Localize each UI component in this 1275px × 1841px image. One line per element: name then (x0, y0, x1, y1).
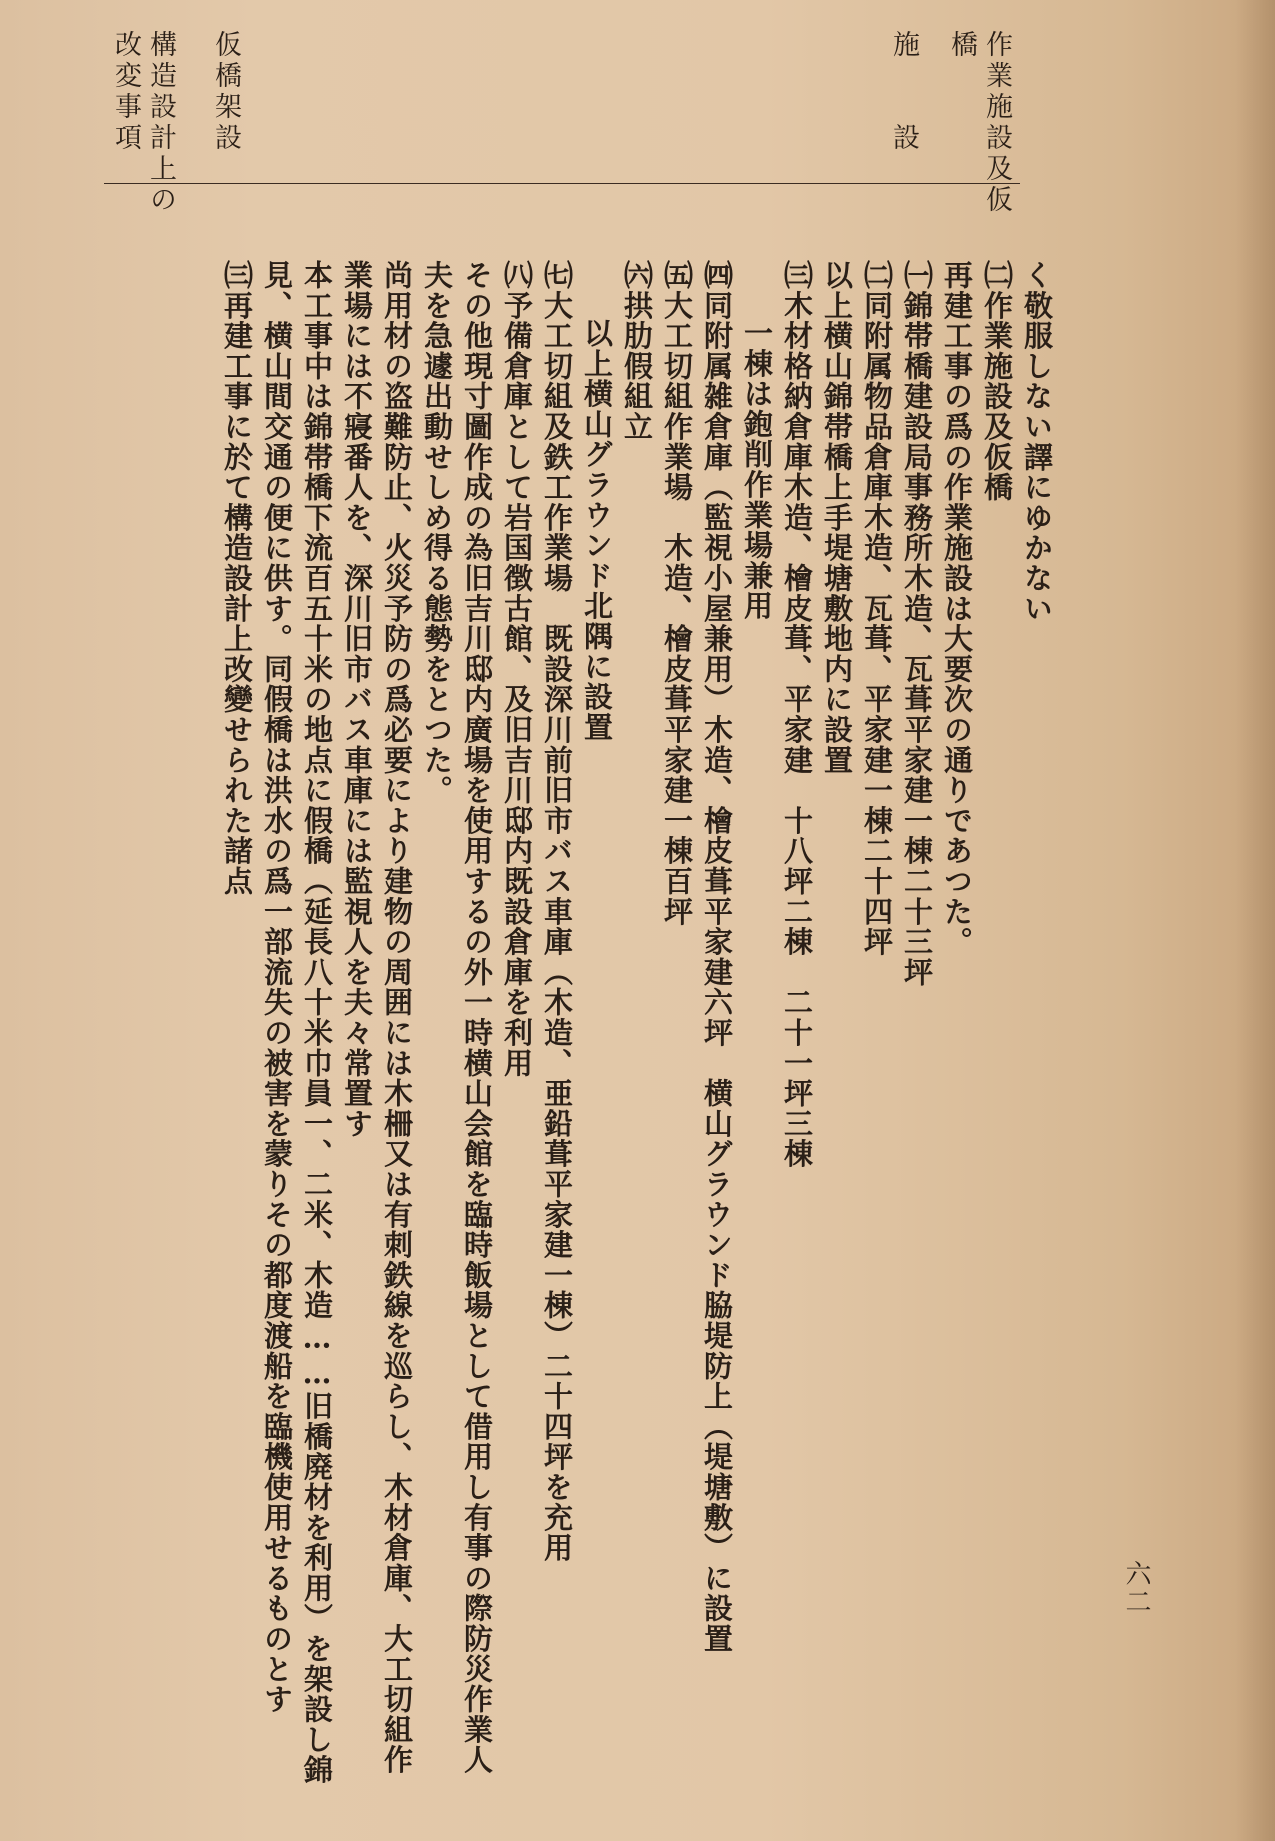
section-heading: ㈢再建工事に於て構造設計上改變せられた諸点 (220, 260, 254, 897)
body-line: 尚用材の盗難防止、火災予防の爲必要により建物の周囲には木柵又は有刺鉄線を巡らし、木材倉庫、大工切組作 (380, 260, 414, 1775)
body-line: ㈡同附属物品倉庫木造、瓦葺、平家建一棟二十四坪 (860, 260, 894, 957)
body-line: 本工事中は錦帯橋下流百五十米の地点に假橋（延長八十米巾員一、二米、木造……旧橋廃材を利用）を架設し錦 (300, 260, 334, 1785)
body-line: ㈦大工切組及鉄工作業場 既設深川前旧市バス車庫（木造、亜鉛葺平家建一棟）二十四坪を充用 (540, 260, 574, 1563)
section-heading: ㈡作業施設及仮橋 (980, 260, 1014, 503)
body-line: ㈧予備倉庫として岩国徴古館、及旧吉川邸内既設倉庫を利用 (500, 260, 534, 1079)
body-line: 以上横山錦帯橋上手堤塘敷地内に設置 (820, 260, 854, 776)
margin-heading: 改変事項 (110, 30, 141, 154)
body-line: ㈥拱肋假組立 (620, 260, 654, 442)
body-line: く敬服しない譯にゆかない (1020, 260, 1054, 624)
body-line: 夫を急遽出動せしめ得る態勢をとつた。 (420, 260, 454, 806)
body-line: 見、横山間交通の便に供す。同假橋は洪水の爲一部流失の被害を蒙りその都度渡船を臨機使用せるものとす (260, 260, 294, 1715)
margin-heading: 橋 (946, 30, 977, 61)
body-line: ㈤大工切組作業場 木造、檜皮葺平家建一棟百坪 (660, 260, 694, 927)
margin-heading: 仮橋架設 (210, 30, 241, 154)
body-line: ㈢木材格納倉庫木造、檜皮葺、平家建 十八坪二棟 二十一坪三棟 (780, 260, 814, 1169)
page-number: 六二 (1121, 1560, 1151, 1616)
body-line: ㈠錦帯橋建設局事務所木造、瓦葺平家建一棟二十三坪 (900, 260, 934, 988)
body-line: 以上横山グラウンド北隅に設置 (580, 318, 614, 743)
body-line: その他現寸圖作成の為旧吉川邸内廣場を使用するの外一時横山会館を臨時飯場として借用し有事の際防災作業人 (460, 260, 494, 1775)
margin-heading: 施 設 (888, 30, 919, 154)
margin-heading: 構造設計上の (145, 30, 176, 216)
body-line: ㈣同附属雑倉庫（監視小屋兼用）木造、檜皮葺平家建六坪 横山グラウンド脇堤防上（堤塘敷）に設置 (700, 260, 734, 1654)
body-line: 再建工事の爲の作業施設は大要次の通りであつた。 (940, 260, 974, 957)
margin-heading: 作業施設及仮 (981, 30, 1012, 216)
header-rule (104, 183, 1020, 184)
page-gutter-shadow (1235, 0, 1275, 1841)
body-line: 業場には不寢番人を、深川旧市バス車庫には監視人を夫々常置す (340, 260, 374, 1139)
body-line: 一棟は鉋削作業場兼用 (740, 318, 774, 621)
